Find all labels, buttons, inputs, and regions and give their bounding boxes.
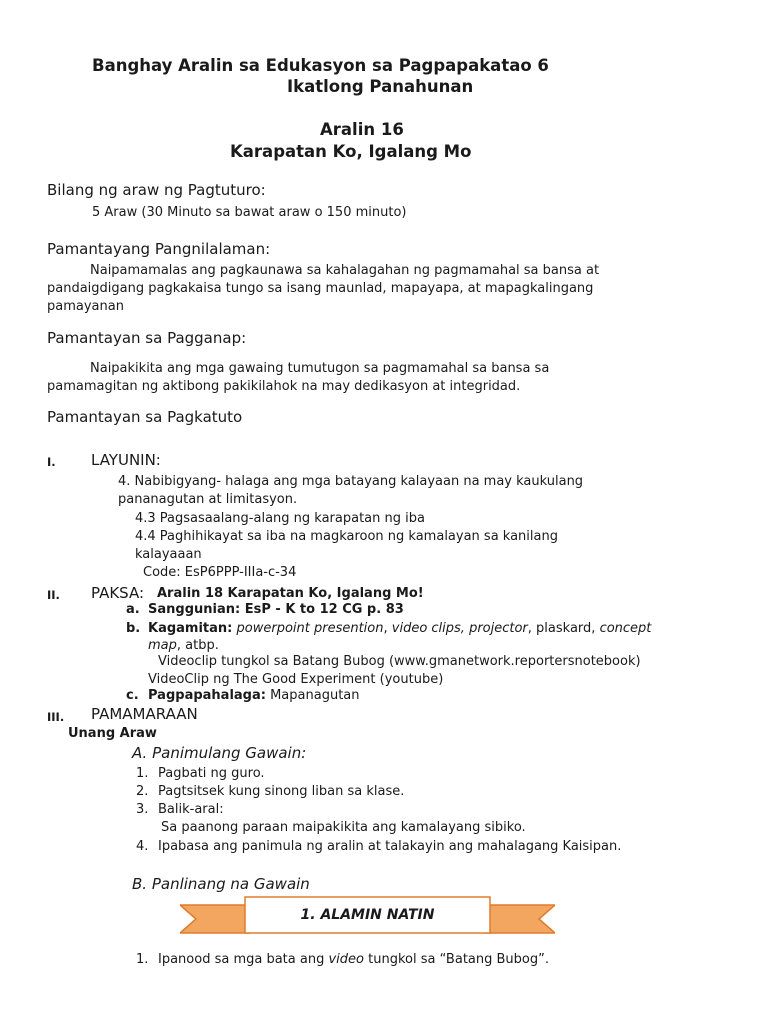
kagamitan-concept: concept [599,621,652,636]
kagamitan-separator: , [383,621,392,636]
kagamitan-video-projector: video clips, projector [391,621,528,636]
layunin-item-4-line-2: pananagutan at limitasyon. [118,492,298,507]
pamamaraan-numeral: III. [47,710,65,724]
layunin-item-4-4-line-1: 4.4 Paghihikayat sa iba na magkaroon ng kamalayan sa kanilang [135,529,558,544]
pangnilalaman-heading: Pamantayang Pangnilalaman: [47,240,271,258]
layunin-numeral: I. [47,455,56,469]
pangnilalaman-line-1: Naipamamalas ang pagkaunawa sa kahalagahan ng pagmamahal sa bansa at [90,263,600,278]
kagamitan-map: map [148,638,177,653]
paksa-b-marker: b. [126,621,141,636]
layunin-heading: LAYUNIN: [91,451,161,469]
gawain-item-2: Pagtsitsek kung sinong liban sa klase. [158,784,405,799]
gawain-item-1-number: 1. [136,766,149,781]
alamin-natin-label: 1. ALAMIN NATIN [300,907,435,923]
layunin-item-4-3: 4.3 Pagsasaalang-alang ng karapatan ng iba [135,511,425,526]
document-title: Banghay Aralin sa Edukasyon sa Pagpapakatao 6 [92,56,549,75]
paksa-video-2: VideoClip ng The Good Experiment (youtube) [148,672,444,687]
paksa-pagpapahalaga [148,688,360,703]
panlinang-gawain-heading: B. Panlinang na Gawain [132,875,310,893]
paksa-title: Aralin 18 Karapatan Ko, Igalang Mo! [157,586,424,601]
pagpapahalaga-value: Mapanagutan [270,688,360,703]
unang-araw: Unang Araw [68,726,157,741]
gawain-item-3: Balik-aral: [158,802,224,817]
bilang-text: 5 Araw (30 Minuto sa bawat araw o 150 minuto) [92,205,407,220]
ribbon-right-tail [485,905,555,933]
paksa-sanggunian: Sanggunian: EsP - K to 12 CG p. 83 [148,602,404,617]
pagganap-line-2: pamamagitan ng aktibong pakikilahok na may dedikasyon at integridad. [47,379,521,394]
kagamitan-atbp: , atbp. [176,638,219,653]
gawain-item-3-number: 3. [136,802,149,817]
paksa-c-marker: c. [126,688,139,703]
pamamaraan-heading: PAMAMARAAN [91,705,198,723]
paksa-heading: PAKSA: [91,584,145,602]
last-item [158,952,549,967]
gawain-item-4: Ipabasa ang panimula ng aralin at talakayin ang mahalagang Kaisipan. [158,839,622,854]
layunin-item-4-line-1: 4. Nabibigyang- halaga ang mga batayang kalayaan na may kaukulang [118,474,584,489]
lesson-number: Aralin 16 [320,120,404,139]
paksa-numeral: II. [47,588,60,602]
last-item-pre: Ipanood sa mga bata ang [158,952,329,967]
panimulang-gawain-heading: A. Panimulang Gawain: [132,744,307,762]
ribbon-left-tail [180,905,250,933]
last-item-post: tungkol sa “Batang Bubog”. [364,952,549,967]
pagganap-heading: Pamantayan sa Pagganap: [47,329,247,347]
gawain-item-3-detail: Sa paanong paraan maipakikita ang kamalayang sibiko. [161,820,526,835]
pangnilalaman-line-2: pandaigdigang pagkakaisa tungo sa isang maunlad, mapayapa, at mapagkalingang [47,281,594,296]
pagganap-line-1: Naipakikita ang mga gawaing tumutugon sa pagmamahal sa bansa sa [90,361,550,376]
kagamitan-label: Kagamitan: [148,621,233,636]
kagamitan-plaskard: , plaskard, [527,621,600,636]
gawain-item-4-number: 4. [136,839,149,854]
lesson-title: Karapatan Ko, Igalang Mo [230,142,472,161]
layunin-code: Code: EsP6PPP-IIIa-c-34 [143,565,297,580]
pagpapahalaga-label: Pagpapahalaga: [148,688,266,703]
bilang-heading: Bilang ng araw ng Pagtuturo: [47,181,266,199]
pangnilalaman-line-3: pamayanan [47,299,124,314]
paksa-video-1: Videoclip tungkol sa Batang Bubog (www.gmanetwork.reportersnotebook) [158,654,641,669]
gawain-item-1: Pagbati ng guro. [158,766,265,781]
last-item-number: 1. [136,952,149,967]
document-subtitle: Ikatlong Panahunan [287,77,474,96]
gawain-item-2-number: 2. [136,784,149,799]
last-item-video: video [328,952,364,967]
paksa-kagamitan-line-1 [148,621,651,636]
paksa-a-marker: a. [126,602,140,617]
paksa-kagamitan-line-2 [148,638,219,653]
kagamitan-powerpoint: powerpoint presention [236,621,384,636]
pagkatuto-heading: Pamantayan sa Pagkatuto [47,408,243,426]
layunin-item-4-4-line-2: kalayaaan [135,547,202,562]
